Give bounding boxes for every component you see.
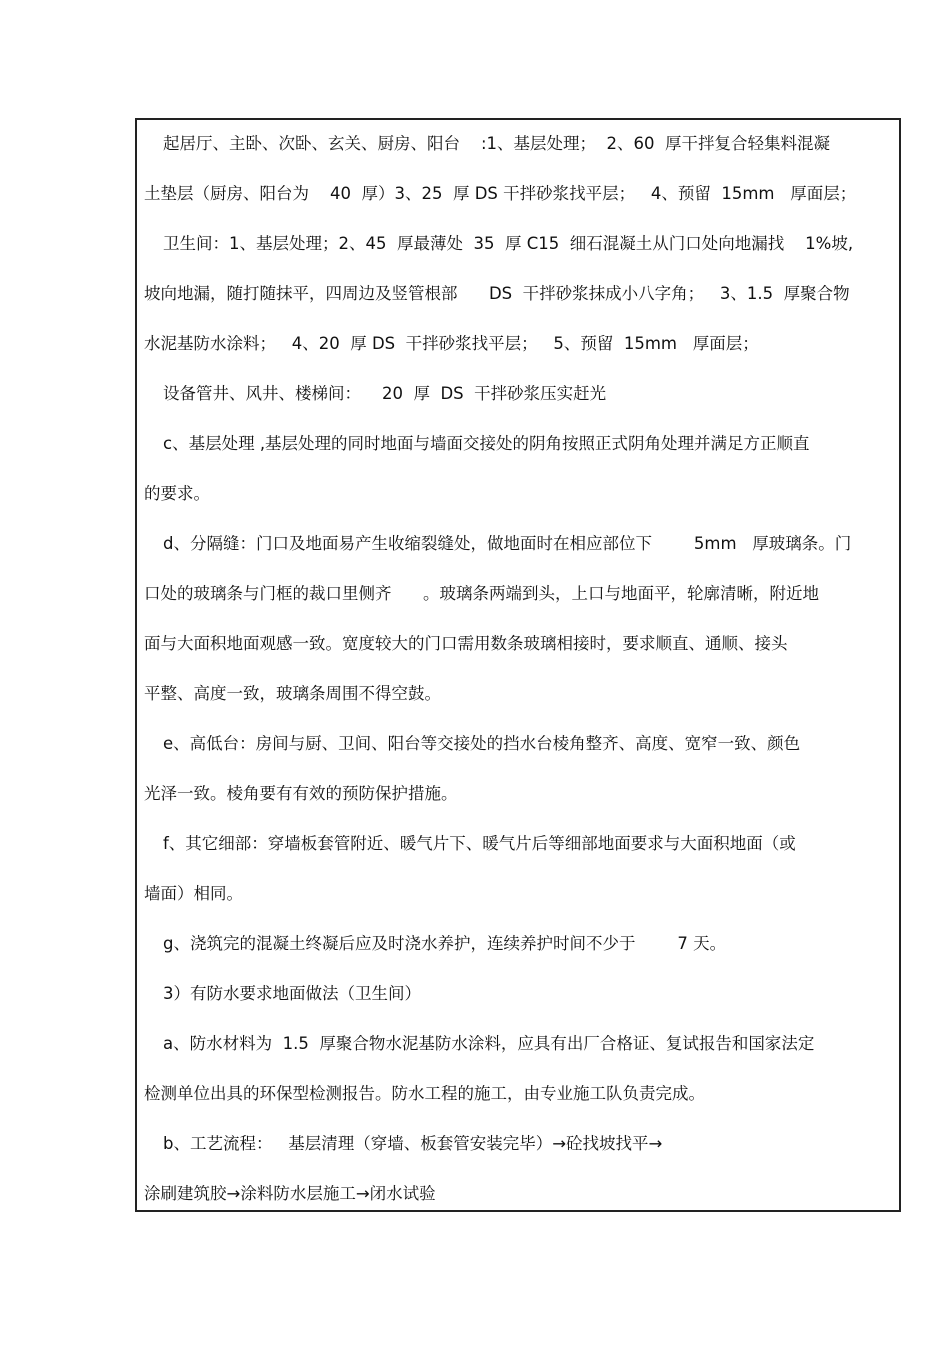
text-line: 涂刷建筑胶→涂料防水层施工→闭水试验 bbox=[144, 1184, 436, 1203]
text-line: 光泽一致。棱角要有有效的预防保护措施。 bbox=[144, 784, 458, 803]
text-line: a、防水材料为 1.5 厚聚合物水泥基防水涂料，应具有出厂合格证、复试报告和国家法定 bbox=[163, 1034, 815, 1053]
text-line: 水泥基防水涂料； 4、20 厚 DS 干拌砂浆找平层； 5、预留 15mm 厚面层； bbox=[144, 334, 759, 353]
text-line: 起居厅、主卧、次卧、玄关、厨房、阳台 :1、基层处理； 2、60 厚干拌复合轻集料混凝 bbox=[163, 134, 831, 153]
text-line: 设备管井、风井、楼梯间： 20 厚 DS 干拌砂浆压实赶光 bbox=[163, 384, 607, 403]
text-line: 面与大面积地面观感一致。宽度较大的门口需用数条玻璃相接时，要求顺直、通顺、接头 bbox=[144, 634, 788, 653]
text-line: 平整、高度一致，玻璃条周围不得空鼓。 bbox=[144, 684, 441, 703]
text-line: 口处的玻璃条与门框的裁口里侧齐 。玻璃条两端到头，上口与地面平，轮廓清晰，附近地 bbox=[144, 584, 819, 603]
text-line: 卫生间：1、基层处理；2、45 厚最薄处 35 厚 C15 细石混凝土从门口处向地漏找 1%坡, bbox=[163, 234, 854, 253]
text-line: e、高低台：房间与厨、卫间、阳台等交接处的挡水台棱角整齐、高度、宽窄一致、颜色 bbox=[163, 734, 801, 753]
text-line: g、浇筑完的混凝土终凝后应及时浇水养护，连续养护时间不少于 7 天。 bbox=[163, 934, 727, 953]
text-line: 检测单位出具的环保型检测报告。防水工程的施工，由专业施工队负责完成。 bbox=[144, 1084, 705, 1103]
text-line: 土垫层（厨房、阳台为 40 厚）3、25 厚 DS 干拌砂浆找平层； 4、预留 15mm 厚面层； bbox=[144, 184, 857, 203]
text-line: f、其它细部：穿墙板套管附近、暖气片下、暖气片后等细部地面要求与大面积地面（或 bbox=[163, 834, 796, 853]
text-line: 3）有防水要求地面做法（卫生间） bbox=[163, 984, 421, 1003]
text-line: 坡向地漏，随打随抹平，四周边及竖管根部 DS 干拌砂浆抹成小八字角； 3、1.5 厚聚合物 bbox=[144, 284, 850, 303]
text-line: b、工艺流程： 基层清理（穿墙、板套管安装完毕）→砼找坡找平→ bbox=[163, 1134, 663, 1153]
text-line: d、分隔缝：门口及地面易产生收缩裂缝处，做地面时在相应部位下 5mm 厚玻璃条。门 bbox=[163, 534, 852, 553]
text-line: 的要求。 bbox=[144, 484, 210, 503]
text-line: c、基层处理 ,基层处理的同时地面与墙面交接处的阴角按照正式阴角处理并满足方正顺直 bbox=[163, 434, 810, 453]
text-line: 墙面）相同。 bbox=[144, 884, 243, 903]
